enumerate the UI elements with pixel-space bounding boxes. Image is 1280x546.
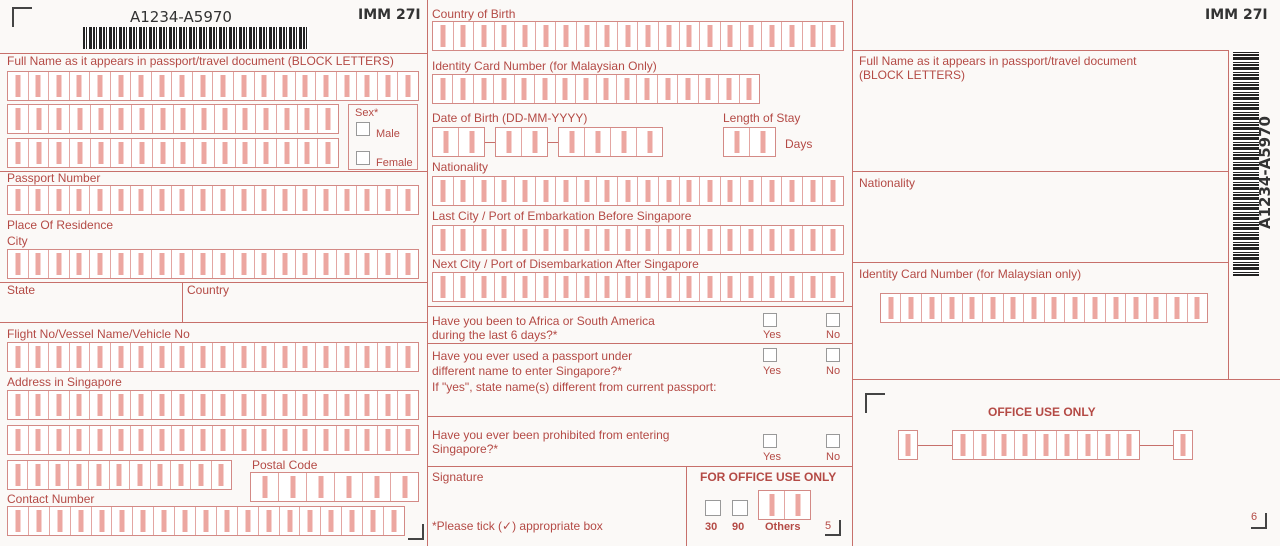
male-label: Male — [376, 128, 400, 140]
sex-label: Sex* — [355, 107, 379, 119]
rule — [485, 142, 495, 143]
rule — [852, 262, 1228, 263]
office-box-c[interactable] — [1173, 430, 1193, 460]
page-number-left: 5 — [825, 520, 832, 532]
q2-no-label: No — [826, 365, 841, 377]
stay-90-label: 90 — [732, 521, 745, 533]
q1-no-label: No — [826, 329, 841, 341]
registration-mark — [865, 393, 885, 413]
divider-middle-right — [852, 0, 853, 546]
barcode — [83, 27, 309, 49]
female-checkbox[interactable] — [356, 151, 370, 165]
rule — [427, 306, 852, 307]
q1-yes-label: Yes — [763, 329, 781, 341]
female-label: Female — [376, 157, 413, 169]
right-full-name-field[interactable] — [855, 84, 1225, 168]
stay-input[interactable] — [723, 127, 776, 157]
rule — [548, 142, 558, 143]
right-nationality-label: Nationality — [859, 176, 916, 190]
right-ic-label: Identity Card Number (for Malaysian only) — [859, 267, 1082, 281]
office-use-label: FOR OFFICE USE ONLY — [700, 470, 837, 484]
address-row-2[interactable] — [7, 425, 419, 455]
dob-day[interactable] — [432, 127, 485, 157]
q2-line2: different name to enter Singapore?* — [432, 364, 622, 378]
passport-input[interactable] — [7, 185, 419, 215]
right-full-name-line2: (BLOCK LETTERS) — [859, 68, 966, 82]
q1-line1: Have you been to Africa or South America — [432, 314, 655, 328]
male-checkbox[interactable] — [356, 122, 370, 136]
tick-note: *Please tick (✓) appropriate box — [432, 519, 603, 533]
divider-left-middle — [427, 0, 428, 546]
registration-mark — [825, 520, 841, 536]
rule — [918, 445, 952, 446]
dob-label: Date of Birth (DD-MM-YYYY) — [432, 111, 588, 125]
disembark-input[interactable] — [432, 272, 844, 302]
right-ic-input[interactable] — [880, 293, 1208, 323]
address-row-1[interactable] — [7, 390, 419, 420]
page-number-right: 6 — [1251, 511, 1258, 523]
q2-yes-checkbox[interactable] — [763, 348, 777, 362]
rule — [852, 50, 1228, 51]
country-birth-label: Country of Birth — [432, 7, 516, 21]
rule — [1228, 50, 1229, 380]
state-label: State — [7, 283, 36, 297]
q3-yes-checkbox[interactable] — [763, 434, 777, 448]
flight-label: Flight No/Vessel Name/Vehicle No — [7, 327, 190, 341]
rule — [427, 466, 852, 467]
rule — [427, 416, 852, 417]
disembark-label: Next City / Port of Disembarkation After Singapore — [432, 257, 699, 271]
right-nationality-field[interactable] — [855, 192, 1225, 258]
q2-yes-label: Yes — [763, 365, 781, 377]
right-serial-number: A1234-A5970 — [1256, 116, 1274, 229]
postal-label: Postal Code — [252, 458, 318, 472]
city-label: City — [7, 234, 28, 248]
q3-line1: Have you ever been prohibited from entering — [432, 428, 670, 442]
full-name-row-2[interactable] — [7, 104, 339, 134]
form-code: IMM 27I — [358, 7, 421, 23]
ic-label: Identity Card Number (for Malaysian Only) — [432, 59, 657, 73]
q1-yes-checkbox[interactable] — [763, 313, 777, 327]
address-row-3[interactable] — [7, 460, 232, 490]
embark-label: Last City / Port of Embarkation Before Singapore — [432, 209, 692, 223]
dob-year[interactable] — [558, 127, 663, 157]
office-box-b[interactable] — [952, 430, 1140, 460]
rule — [852, 171, 1228, 172]
full-name-label: Full Name as it appears in passport/travel document (BLOCK LETTERS) — [7, 54, 394, 68]
stay-30-checkbox[interactable] — [705, 500, 721, 516]
city-input[interactable] — [7, 249, 419, 279]
q3-line2: Singapore?* — [432, 442, 499, 456]
stay-label: Length of Stay — [723, 111, 801, 125]
rule — [1140, 445, 1173, 446]
q3-yes-label: Yes — [763, 451, 781, 463]
embark-input[interactable] — [432, 225, 844, 255]
rule — [852, 379, 1280, 380]
full-name-row-1[interactable] — [7, 71, 419, 101]
rule — [182, 282, 183, 322]
country-birth-input[interactable] — [432, 21, 844, 51]
q2-line1: Have you ever used a passport under — [432, 349, 633, 363]
registration-mark — [12, 7, 32, 27]
q2-no-checkbox[interactable] — [826, 348, 840, 362]
rule — [427, 343, 852, 344]
q2-line3: If "yes", state name(s) different from current passport: — [432, 380, 717, 394]
contact-input[interactable] — [7, 506, 405, 536]
q1-no-checkbox[interactable] — [826, 313, 840, 327]
q3-no-label: No — [826, 451, 841, 463]
right-office-use-label: OFFICE USE ONLY — [988, 405, 1096, 419]
passport-label: Passport Number — [7, 171, 101, 185]
nationality-label: Nationality — [432, 160, 489, 174]
q1-line2: during the last 6 days?* — [432, 328, 558, 342]
country-label: Country — [187, 283, 230, 297]
stay-others-input[interactable] — [758, 490, 811, 520]
serial-number: A1234-A5970 — [130, 8, 232, 26]
postal-input[interactable] — [250, 472, 419, 502]
registration-mark — [1251, 513, 1267, 529]
stay-others-label: Others — [765, 521, 801, 533]
rule — [686, 466, 687, 546]
q3-no-checkbox[interactable] — [826, 434, 840, 448]
signature-label: Signature — [432, 470, 484, 484]
days-label: Days — [785, 137, 813, 151]
ic-input[interactable] — [432, 74, 760, 104]
dob-month[interactable] — [495, 127, 548, 157]
rule — [0, 322, 427, 323]
form-code-right: IMM 27I — [1205, 7, 1268, 23]
full-name-row-3[interactable] — [7, 138, 339, 168]
contact-label: Contact Number — [7, 492, 95, 506]
right-full-name-line1: Full Name as it appears in passport/travel document — [859, 54, 1137, 68]
residence-label: Place Of Residence — [7, 218, 114, 232]
stay-30-label: 30 — [705, 521, 718, 533]
office-box-a[interactable] — [898, 430, 918, 460]
stay-90-checkbox[interactable] — [732, 500, 748, 516]
signature-field[interactable] — [432, 486, 682, 514]
registration-mark — [408, 524, 424, 540]
nationality-input[interactable] — [432, 176, 844, 206]
address-label: Address in Singapore — [7, 375, 122, 389]
flight-input[interactable] — [7, 342, 419, 372]
